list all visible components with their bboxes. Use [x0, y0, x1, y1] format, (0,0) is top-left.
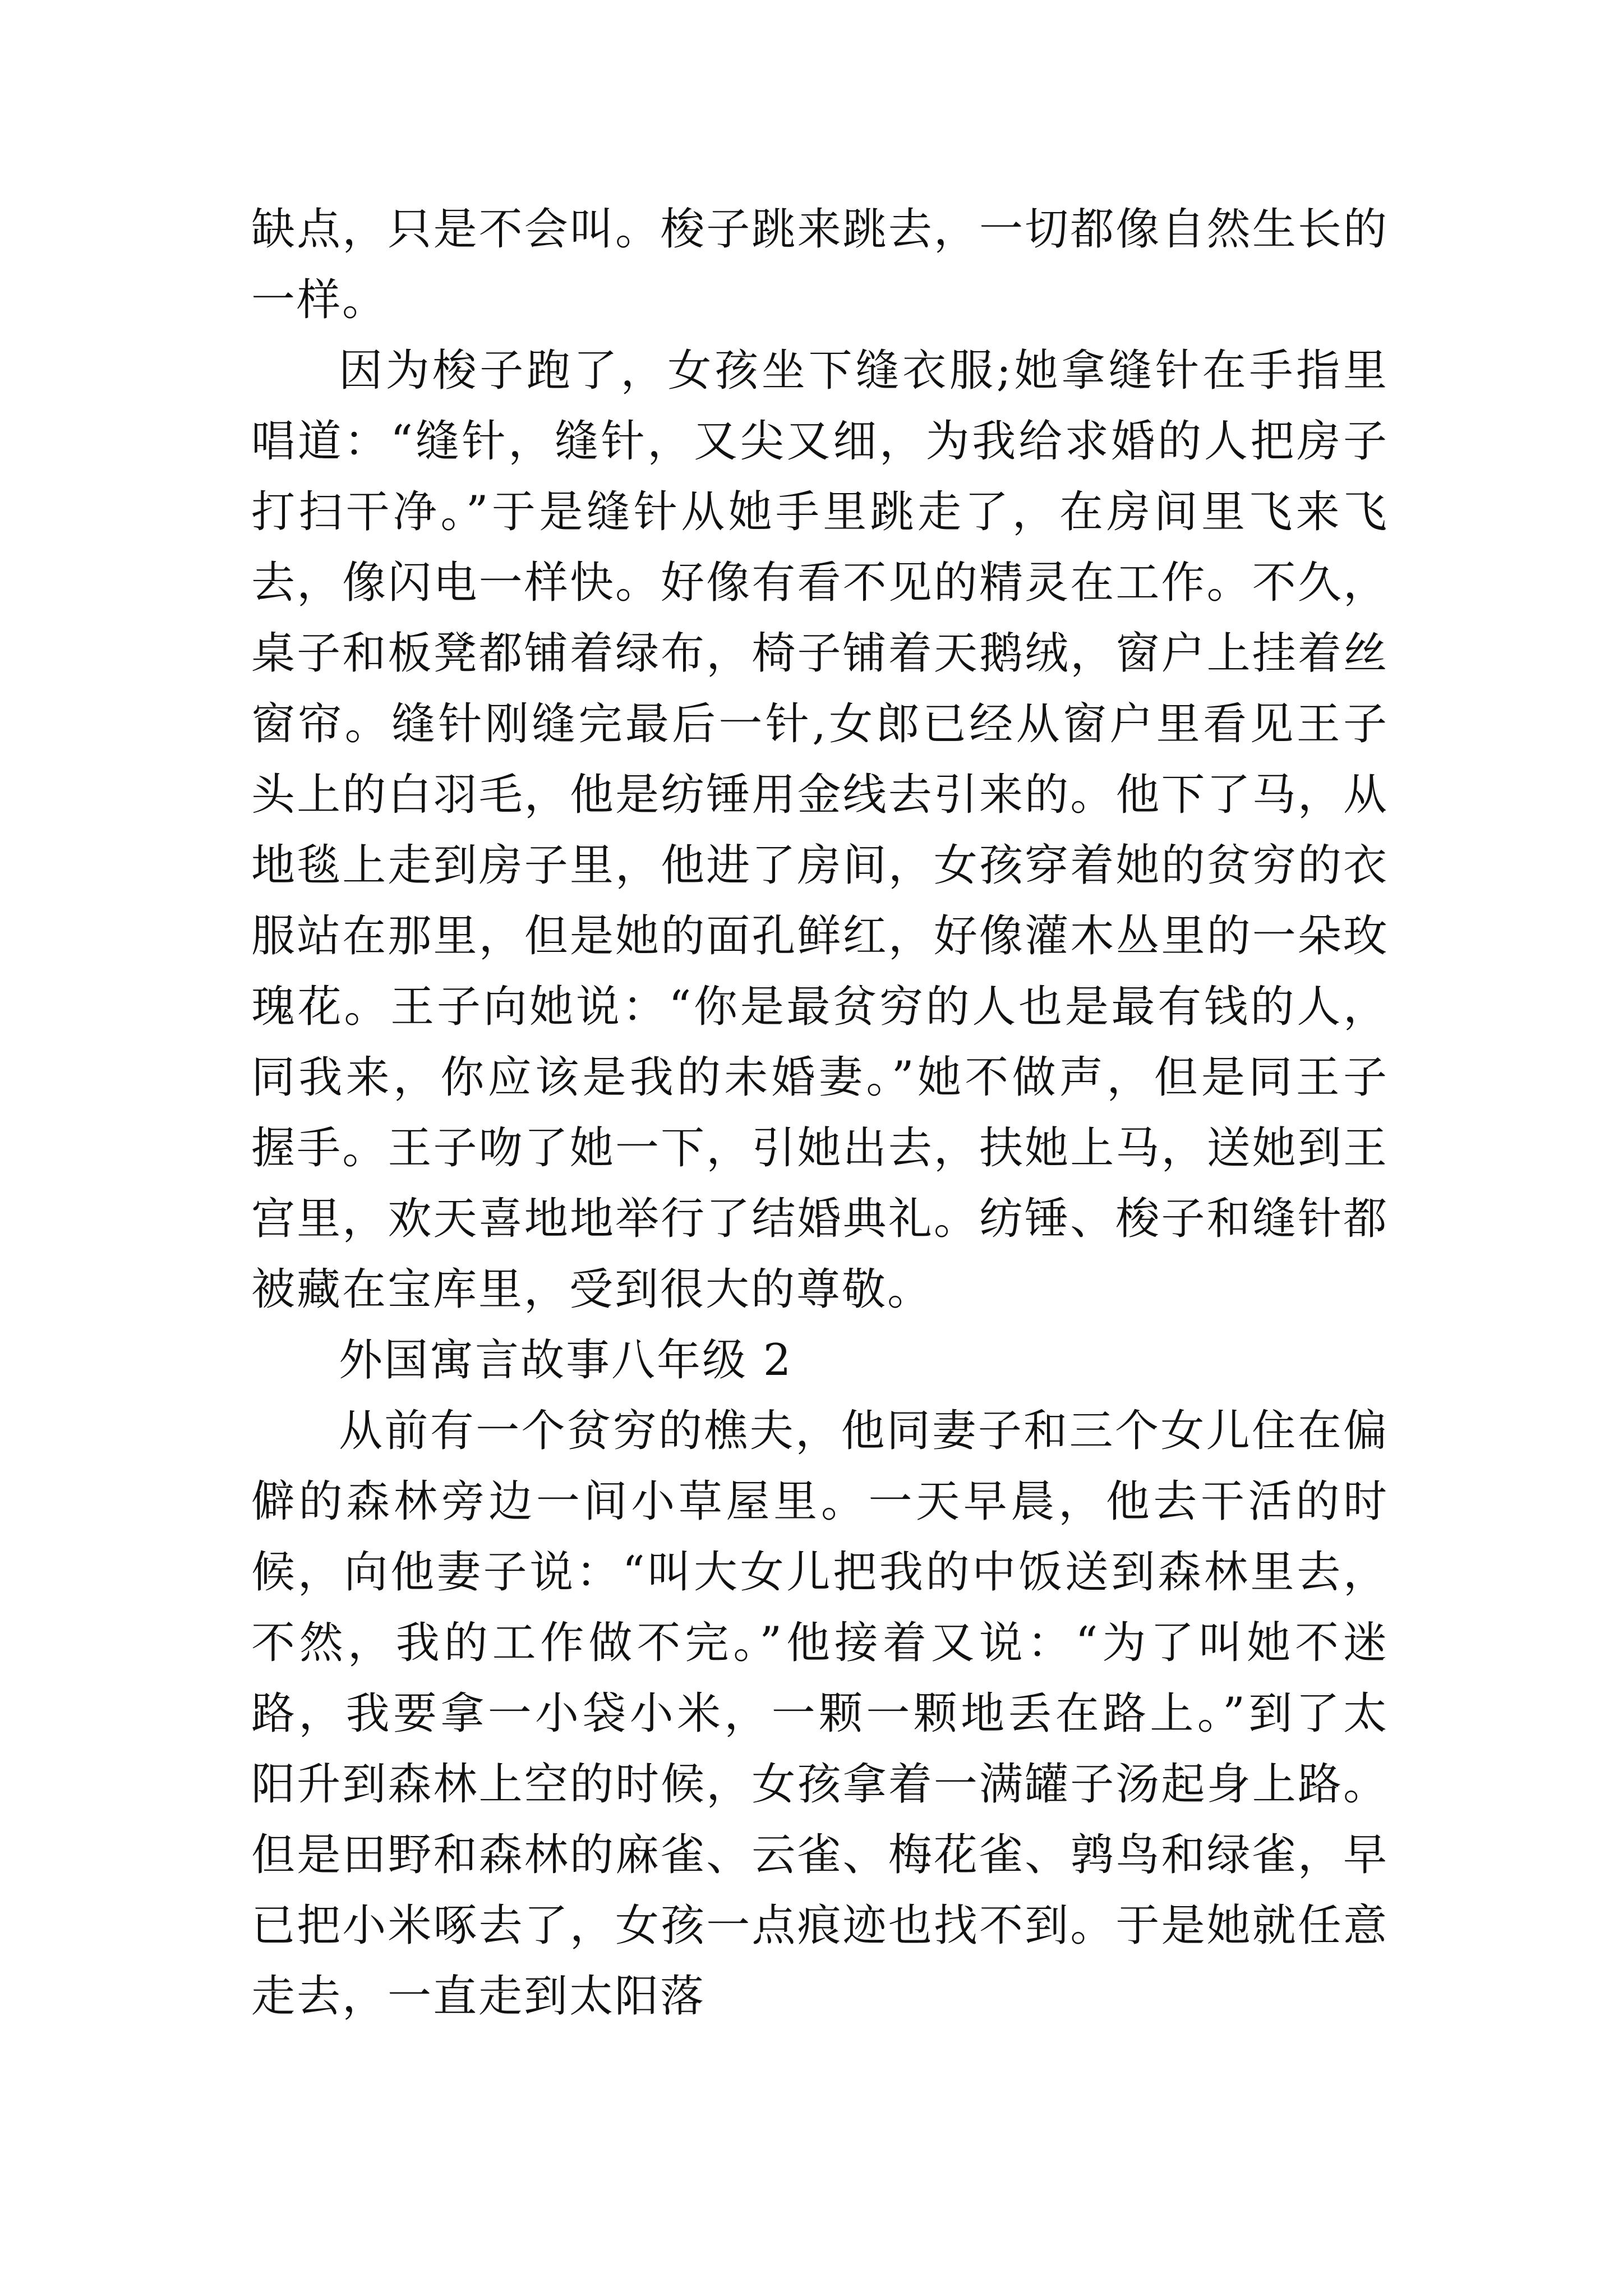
paragraph-story-ending: 因为梭子跑了，女孩坐下缝衣服;她拿缝针在手指里唱道：“缝针，缝针，又尖又细，为我给求婚的人把房子打扫干净。”于是缝针从她手里跳走了，在房间里飞来飞去，像闪电一样快。好像有看不见的精灵在工作。不久，桌子和板凳都铺着绿布，椅子铺着天鹅绒，窗户上挂着丝窗帘。缝针刚缝完最后一针,女郎已经从窗户里看见王子头上的白羽毛，他是纺锤用金线去引来的。他下了马，从地毯上走到房子里，他进了房间，女孩穿着她的贫穷的衣服站在那里，但是她的面孔鲜红，好像灌木丛里的一朵玫瑰花。王子向她说：“你是最贫穷的人也是最有钱的人，同我来，你应该是我的未婚妻。”她不做声，但是同王子握手。王子吻了她一下，引她出去，扶她上马，送她到王宫里，欢天喜地地举行了结婚典礼。纺锤、梭子和缝针都被藏在宝库里，受到很大的尊敬。: [251, 346, 1389, 1315]
document-body: [251, 194, 1389, 2032]
paragraph-story-two: 从前有一个贫穷的樵夫，他同妻子和三个女儿住在偏僻的森林旁边一间小草屋里。一天早晨，他去干活的时候，向他妻子说：“叫大女儿把我的中饭送到森林里去，不然，我的工作做不完。”他接着又说：“为了叫她不迷路，我要拿一小袋小米，一颗一颗地丢在路上。”到了太阳升到森林上空的时候，女孩拿着一满罐子汤起身上路。但是田野和森林的麻雀、云雀、梅花雀、鹑鸟和绿雀，早已把小米啄去了，女孩一点痕迹也找不到。于是她就任意走去，一直走到太阳落: [251, 1406, 1389, 2022]
paragraph-continuation: 缺点，只是不会叫。梭子跳来跳去，一切都像自然生长的一样。: [251, 204, 1389, 325]
section-heading: 外国寓言故事八年级 2: [339, 1335, 793, 1386]
